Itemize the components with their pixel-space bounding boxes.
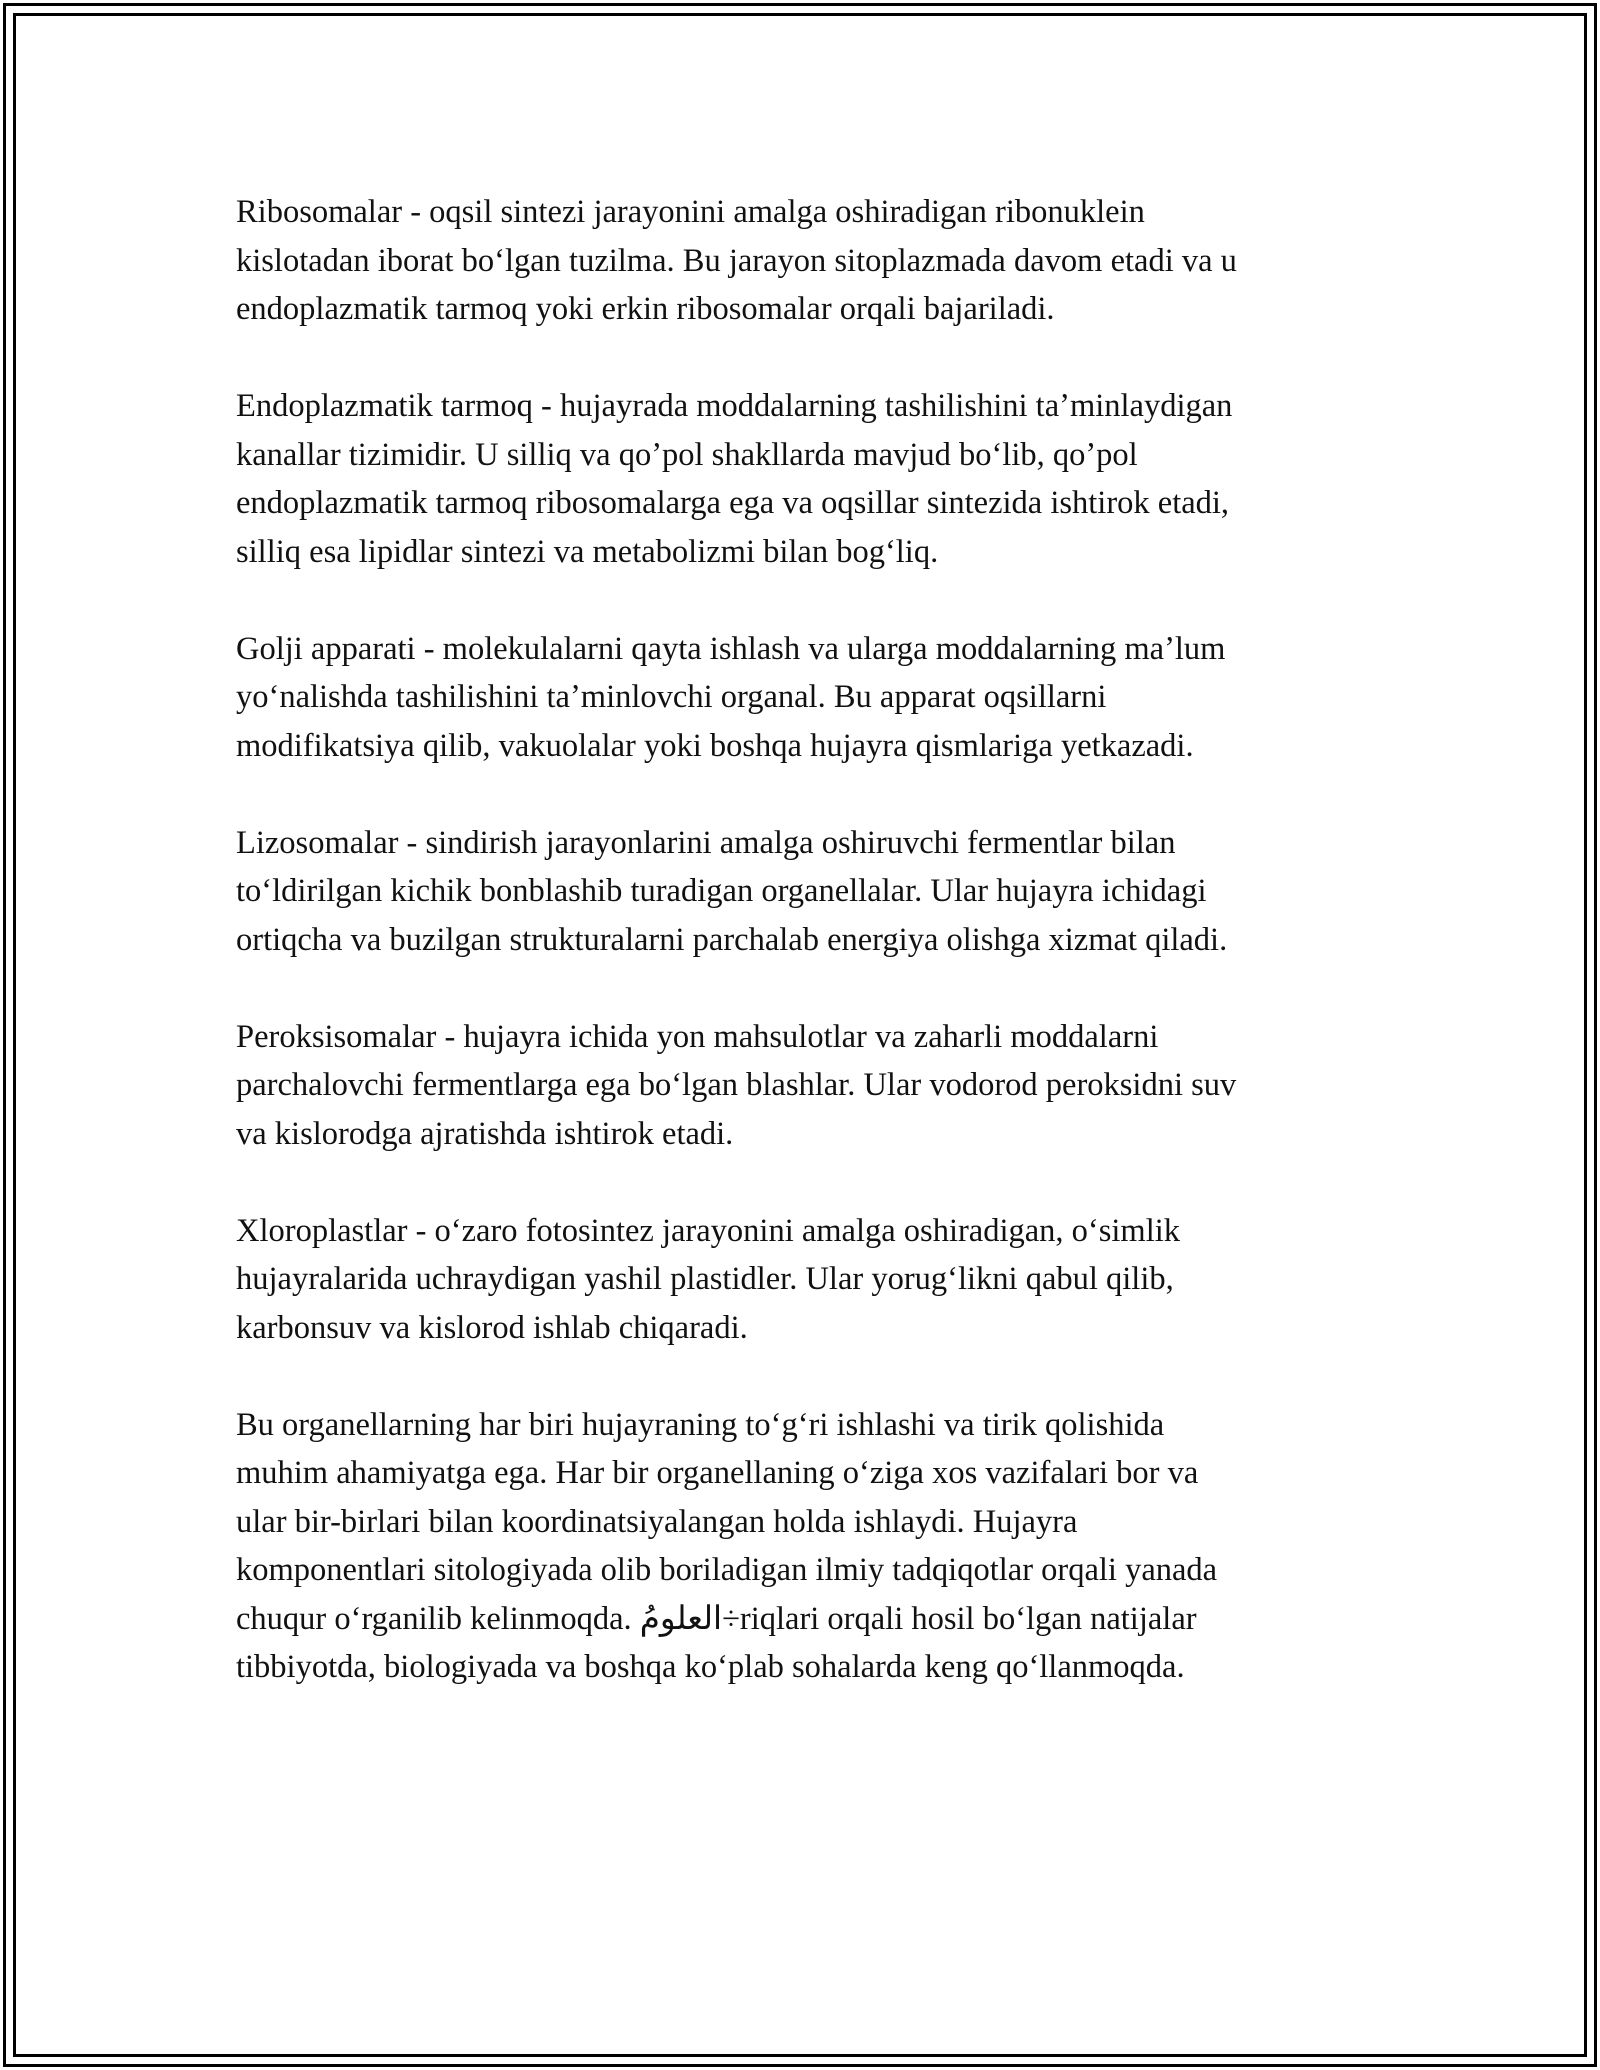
paragraph-conclusion: Bu organellarning har biri hujayraning toʻgʻri ishlashi va tirik qolishida muhim ahamiyatga ega. Har bir organellaning oʻziga xos vazifalari bor va ular bir-birlari bilan koordinatsiyalangan holda ishlaydi. Hujayra komponentlari sitologiyada olib boriladigan ilmiy tadqiqotlar orqali yanada chuqur oʻrganilib kelinmoqda. العلومُ÷riqlari orqali hosil boʻlgan natijalar tibbiyotda, biologiyada va boshqa koʻplab sohalarda keng qoʻllanmoqda. xyxy=(236,1406,1218,1685)
paragraph-ribosomalar: Ribosomalar - oqsil sintezi jarayonini amalga oshiradigan ribonuklein kislotadan iborat boʻlgan tuzilma. Bu jarayon sitoplazmada davom etadi va u endoplazmatik tarmoq yoki erkin ribosomalar orqali bajariladi. xyxy=(236,194,1237,327)
paragraph-peroksisomalar: Peroksisomalar - hujayra ichida yon mahsulotlar va zaharli moddalarni parchalovchi fermentlarga ega boʻlgan blashlar. Ular vodorod peroksidni suv va kislorodga ajratishda ishtirok etadi. xyxy=(236,1018,1237,1152)
paragraph-golji-apparati: Golji apparati - molekulalarni qayta ishlash va ularga moddalarning maʼlum yoʻnalishda tashilishini taʼminlovchi organal. Bu apparat oqsillarni modifikatsiya qilib, vakuolalar yoki boshqa hujayra qismlariga yetkazadi. xyxy=(236,630,1226,764)
paragraph-endoplazmatik-tarmoq: Endoplazmatik tarmoq - hujayrada moddalarning tashilishini taʼminlaydigan kanallar tizimidir. U silliq va qoʼpol shakllarda mavjud boʻlib, qoʼpol endoplazmatik tarmoq ribosomalarga ega va oqsillar sintezida ishtirok etadi, silliq esa lipidlar sintezi va metabolizmi bilan bogʻliq. xyxy=(236,388,1233,570)
paragraph-lizosomalar: Lizosomalar - sindirish jarayonlarini amalga oshiruvchi fermentlar bilan toʻldirilgan kichik bonblashib turadigan organellalar. Ular hujayra ichidagi ortiqcha va buzilgan strukturalarni parchalab energiya olishga xizmat qiladi. xyxy=(236,824,1228,958)
document-body xyxy=(236,188,1396,1740)
paragraph-xloroplastlar: Xloroplastlar - oʻzaro fotosintez jarayonini amalga oshiradigan, oʻsimlik hujayralarida uchraydigan yashil plastidler. Ular yorugʻlikni qabul qilib, karbonsuv va kislorod ishlab chiqaradi. xyxy=(236,1212,1181,1346)
